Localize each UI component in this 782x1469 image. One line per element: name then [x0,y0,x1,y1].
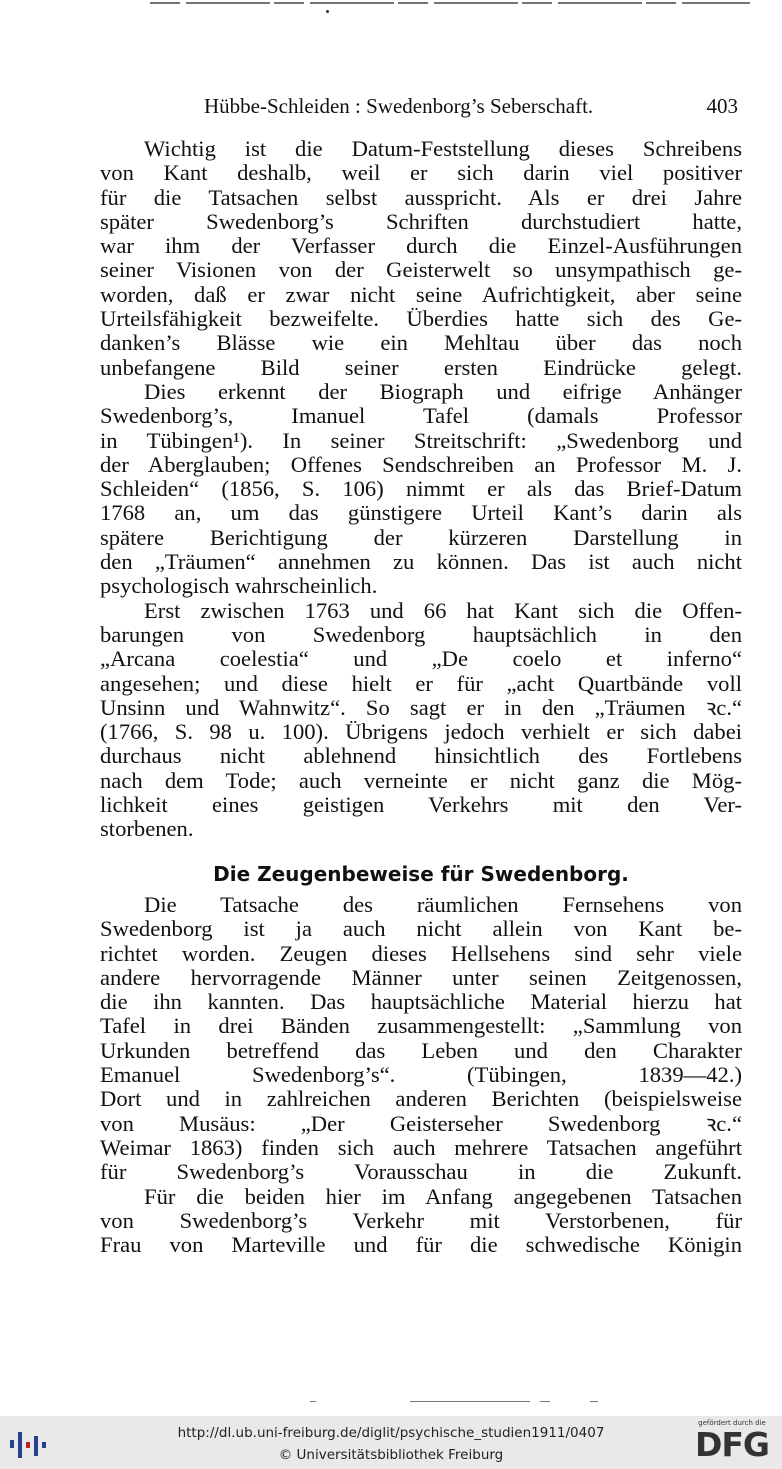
text-line: der Aberglauben; Offenes Sendschreiben an Professor M. J. [100,451,742,477]
dfg-caption: gefördert durch die [698,1419,766,1427]
text-line: richtet worden. Zeugen dieses Hellsehens sind sehr viele [100,940,742,966]
scan-top-edge [150,2,750,4]
text-line: Dort und in zahlreichen anderen Berichten (beispielsweise [100,1086,742,1112]
text-line: Für die beiden hier im Anfang angegebenen Tatsachen [144,1183,742,1209]
text-line: später Swedenborg’s Schriften durchstudiert hatte, [100,208,742,234]
text-line: für die Tatsachen selbst ausspricht. Als er drei Jahre [100,184,742,210]
text-line: von Swedenborg’s Verkehr mit Verstorbenen, für [100,1207,742,1233]
text-line: lichkeit eines geistigen Verkehrs mit den Ver- [100,792,742,818]
text-line: in Tübingen¹). In seiner Streitschrift: „Swedenborg und [100,427,742,453]
document-url-link[interactable]: http://dl.ub.uni-freiburg.de/diglit/psychische_studien1911/0407 [177,1425,605,1441]
text-line: Swedenborg ist ja auch nicht allein von Kant be- [100,916,742,942]
scan-speck [326,10,329,13]
text-line: storbenen. [100,816,194,842]
text-line: 1768 an, um das günstigere Urteil Kant’s darin als [100,500,742,526]
text-line: Urteilsfähigkeit bezweifelte. Überdies hatte sich des Ge- [100,306,742,332]
text-line: Urkunden betreffend das Leben und den Charakter [100,1037,742,1063]
text-line: worden, daß er zwar nicht seine Aufrichtigkeit, aber seine [100,281,742,307]
text-line: durchaus nicht ablehnend hinsichtlich des Fortlebens [100,743,742,769]
body-text-section-2 [100,893,742,1257]
body-text-section-1 [100,137,742,842]
text-line: von Musäus: „Der Geisterseher Swedenborg ꝛc.“ [100,1110,742,1136]
page-number: 403 [706,94,738,118]
text-line: „Arcana coelestia“ und „De coelo et inferno“ [100,646,742,672]
text-line: Frau von Marteville und für die schwedische Königin [100,1232,742,1258]
text-line: nach dem Tode; auch verneinte er nicht ganz die Mög- [100,767,742,793]
text-line: Dies erkennt der Biograph und eifrige Anhänger [144,378,742,404]
running-header [100,94,742,122]
text-line: Erst zwischen 1763 und 66 hat Kant sich die Offen- [144,597,742,623]
text-line: Emanuel Swedenborg’s“. (Tübingen, 1839—42.) [100,1062,742,1088]
dfg-logo-icon [692,1419,772,1467]
dfg-logo-text: DFG [694,1425,770,1464]
text-line: andere hervorragende Männer unter seinen Zeitgenossen, [100,964,742,990]
text-line: Schleiden“ (1856, S. 106) nimmt er als das Brief-Datum [100,476,742,502]
text-line: für Swedenborg’s Vorausschau in die Zukunft. [100,1159,742,1185]
section-heading: Die Zeugenbeweise für Swedenborg. [213,862,629,886]
running-title: Hübbe-Schleiden : Swedenborg’s Seberschaft. [204,94,594,118]
copyright-notice: © Universitätsbibliothek Freiburg [278,1447,504,1463]
text-line: psychologisch wahrscheinlich. [100,573,378,599]
bottom-scan-marks [300,1401,630,1402]
text-line: die ihn kannten. Das hauptsächliche Material hierzu hat [100,989,742,1015]
text-line: unbefangene Bild seiner ersten Eindrücke gelegt. [100,354,742,380]
text-line: von Kant deshalb, weil er sich darin viel positiver [100,160,742,186]
text-line: Unsinn und Wahnwitz“. So sagt er in den „Träumen ꝛc.“ [100,694,742,720]
text-line: angesehen; und diese hielt er für „acht Quartbände voll [100,670,742,696]
text-line: spätere Berichtigung der kürzeren Darstellung in [100,524,742,550]
text-line: den „Träumen“ annehmen zu können. Das ist auch nicht [100,549,742,575]
text-line: (1766, S. 98 u. 100). Übrigens jedoch verhielt er sich dabei [100,719,742,745]
text-line: Weimar 1863) finden sich auch mehrere Tatsachen angeführt [100,1134,742,1160]
text-line: war ihm der Verfasser durch die Einzel-Ausführungen [100,233,742,259]
text-line: seiner Visionen von der Geisterwelt so unsympathisch ge- [100,257,742,283]
text-line: danken’s Blässe wie ein Mehltau über das noch [100,330,742,356]
text-line: barungen von Swedenborg hauptsächlich in den [100,621,742,647]
text-line: Swedenborg’s, Imanuel Tafel (damals Professor [100,403,742,429]
text-line: Tafel in drei Bänden zusammengestellt: „Sammlung von [100,1013,742,1039]
text-line: Wichtig ist die Datum-Feststellung dieses Schreibens [144,136,742,161]
viewer-footer [0,1416,782,1469]
text-line: Die Tatsache des räumlichen Fernsehens von [144,892,742,917]
